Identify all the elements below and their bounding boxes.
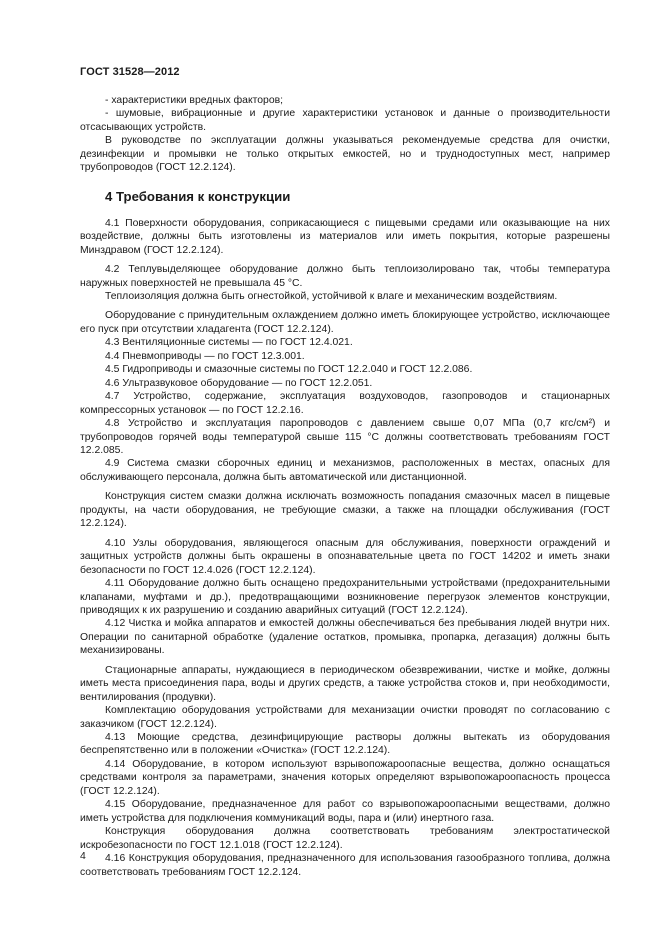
paragraph-4-12: 4.12 Чистка и мойка аппаратов и емкостей должны обеспечиваться без пребывания людей внутри них. Операции по санитарной обработке (удаление остатков, промывка, пропарка, дегазация) должны быть механизированы. <box>80 618 610 657</box>
paragraph-4-14: 4.14 Оборудование, в котором используют взрывопожароопасные вещества, должно оснащаться средствами контроля за параметрами, значения которых определяют взрывопожароопасность процесса (ГОСТ 12.2.124). <box>80 758 610 797</box>
paragraph: Стационарные аппараты, нуждающиеся в периодическом обезвреживании, чистке и мойке, должны иметь места присоединения пара, воды и других средств, а также устройства стоков и, при необходимости, вентилирования (продувки). <box>80 664 610 703</box>
paragraph-4-8: 4.8 Устройство и эксплуатация паропроводов с давлением свыше 0,07 МПа (0,7 кгс/см²) и трубопроводов горячей воды температурой свыше 115 °С должны соответствовать требованиям ГОСТ 12.2.085. <box>80 418 610 456</box>
document-header: ГОСТ 31528—2012 <box>80 66 180 78</box>
paragraph-4-5: 4.5 Гидроприводы и смазочные системы по ГОСТ 12.2.040 и ГОСТ 12.2.086. <box>105 364 473 376</box>
paragraph-4-13: 4.13 Моющие средства, дезинфицирующие растворы должны вытекать из оборудования беспрепятственно или в положении «Очистка» (ГОСТ 12.2.124). <box>80 732 610 757</box>
paragraph-4-2: 4.2 Теплувыделяющее оборудование должно быть теплоизолировано так, чтобы температура наружных поверхностей не превышала 45 °С. <box>80 264 610 289</box>
paragraph: Конструкция систем смазки должна исключать возможность попадания смазочных масел в пищевые продукты, на части оборудования, не требующие смазки, а также на площадки обслуживания (ГОСТ 12.2.124). <box>80 491 610 530</box>
paragraph-4-4: 4.4 Пневмоприводы — по ГОСТ 12.3.001. <box>105 350 305 362</box>
document-body <box>80 94 610 879</box>
paragraph: Комплектацию оборудования устройствами для механизации очистки проводят по согласованию с заказчиком (ГОСТ 12.2.124). <box>80 705 610 730</box>
paragraph: В руководстве по эксплуатации должны указываться рекомендуемые средства для очистки, дезинфекции и промывки не только открытых емкостей, но и труднодоступных мест, например трубопроводов (ГОСТ 12.2.124). <box>80 135 610 174</box>
paragraph-4-3: 4.3 Вентиляционные системы — по ГОСТ 12.4.021. <box>105 337 353 349</box>
paragraph-4-1: 4.1 Поверхности оборудования, соприкасающиеся с пищевыми средами или оказывающие на них воздействие, должны быть изготовлены из материалов или иметь покрытия, которые разрешены Минздравом (ГОСТ 12.2.124). <box>80 217 610 256</box>
paragraph-4-16: 4.16 Конструкция оборудования, предназначенного для использования газообразного топлива, должна соответствовать требованиям ГОСТ 12.2.124. <box>80 853 610 878</box>
paragraph-4-10: 4.10 Узлы оборудования, являющегося опасным для обслуживания, поверхности ограждений и защитных устройств должны быть окрашены в опознавательные цвета по ГОСТ 14202 и иметь знаки безопасности по ГОСТ 12.4.026 (ГОСТ 12.2.124). <box>80 537 610 576</box>
paragraph: Оборудование с принудительным охлаждением должно иметь блокирующее устройство, исключающее его пуск при отсутствии хладагента (ГОСТ 12.2.124). <box>80 310 610 335</box>
paragraph-4-9: 4.9 Система смазки сборочных единиц и механизмов, расположенных в местах, опасных для обслуживающего персонала, должна быть автоматической или дистанционной. <box>80 458 610 483</box>
paragraph: Теплоизоляция должна быть огнестойкой, устойчивой к влаге и механическим воздействиям. <box>105 290 558 302</box>
paragraph-4-6: 4.6 Ультразвуковое оборудование — по ГОСТ 12.2.051. <box>105 377 373 389</box>
section-heading: 4 Требования к конструкции <box>105 188 291 204</box>
list-item: - характеристики вредных факторов; <box>105 95 284 106</box>
paragraph-4-11: 4.11 Оборудование должно быть оснащено предохранительными устройствами (предохранительными клапанами, муфтами и др.), предотвращающими возникновение перегрузок элементов конструкции, приводящих к их разрушению и созданию аварийных ситуаций (ГОСТ 12.2.124). <box>80 578 610 616</box>
paragraph: Конструкция оборудования должна соответствовать требованиям электростатической искробезопасности по ГОСТ 12.1.018 (ГОСТ 12.2.124). <box>80 826 610 851</box>
list-item: - шумовые, вибрационные и другие характеристики установок и данные о производительности отсасывающих устройств. <box>80 108 610 133</box>
paragraph-4-7: 4.7 Устройство, содержание, эксплуатация воздуховодов, газопроводов и стационарных компрессорных установок — по ГОСТ 12.2.16. <box>80 391 610 416</box>
paragraph-4-15: 4.15 Оборудование, предназначенное для работ со взрывопожароопасными веществами, должно иметь устройства для подключения коммуникаций воды, пара и (или) инертного газа. <box>80 799 610 824</box>
page-number: 4 <box>80 851 86 862</box>
